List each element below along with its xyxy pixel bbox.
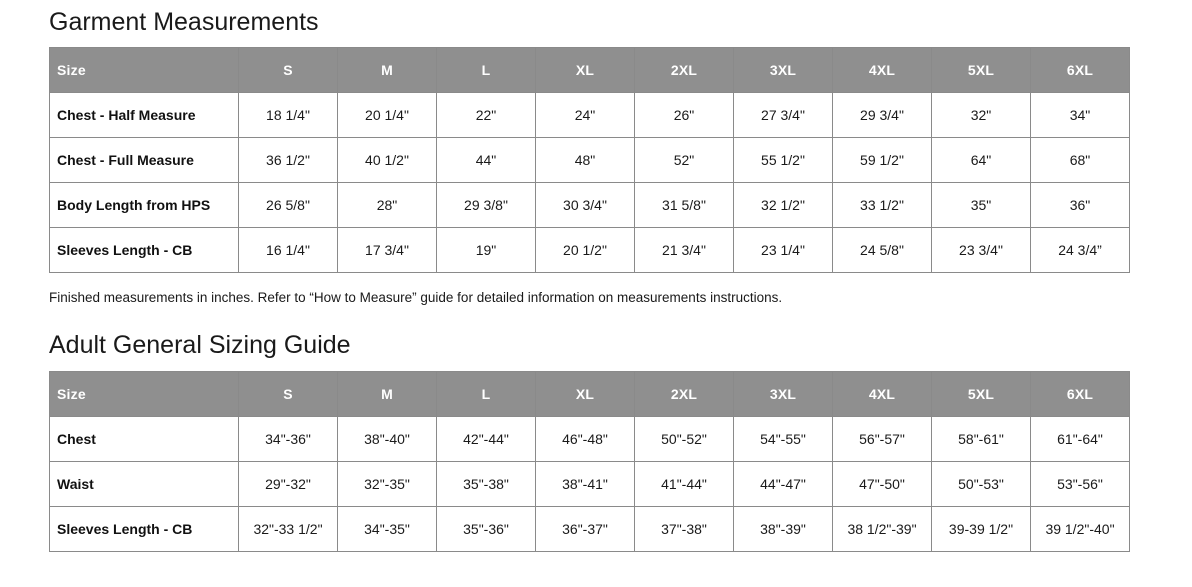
table-cell: 41"-44" (635, 462, 734, 507)
table-cell: 28" (338, 183, 437, 228)
header-size-3xl: 3XL (734, 372, 833, 417)
table-cell: 31 5/8" (635, 183, 734, 228)
table-cell: 24 3/4” (1031, 228, 1130, 273)
header-size-5xl: 5XL (932, 48, 1031, 93)
header-size-2xl: 2XL (635, 48, 734, 93)
header-size-5xl: 5XL (932, 372, 1031, 417)
header-size-m: M (338, 48, 437, 93)
table-cell: 26" (635, 93, 734, 138)
table-cell: 39-39 1/2" (932, 507, 1031, 552)
table-cell: 44" (437, 138, 536, 183)
table-header-row (50, 48, 1130, 93)
table-cell: 32 1/2" (734, 183, 833, 228)
table-row (50, 138, 1130, 183)
table-cell: 16 1/4" (239, 228, 338, 273)
table-cell: 32"-35" (338, 462, 437, 507)
table-header-row (50, 372, 1130, 417)
table-cell: 34"-36" (239, 417, 338, 462)
table-cell: 38"-40" (338, 417, 437, 462)
header-size-l: L (437, 372, 536, 417)
table-cell: 48" (536, 138, 635, 183)
header-size-6xl: 6XL (1031, 372, 1130, 417)
table-cell: 19" (437, 228, 536, 273)
header-size-label: Size (50, 372, 239, 417)
table-row (50, 93, 1130, 138)
measurements-note: Finished measurements in inches. Refer to “How to Measure” guide for detailed information on measurements instructions. (49, 290, 783, 305)
table-cell: 36 1/2" (239, 138, 338, 183)
table-cell: 35"-36" (437, 507, 536, 552)
table-row (50, 462, 1130, 507)
table-cell: 30 3/4" (536, 183, 635, 228)
row-label: Chest (50, 417, 239, 462)
header-size-label: Size (50, 48, 239, 93)
table-cell: 18 1/4" (239, 93, 338, 138)
table-row (50, 417, 1130, 462)
table-cell: 38"-39" (734, 507, 833, 552)
table-cell: 33 1/2" (833, 183, 932, 228)
table-cell: 26 5/8" (239, 183, 338, 228)
table-cell: 32"-33 1/2" (239, 507, 338, 552)
row-label: Waist (50, 462, 239, 507)
adult-sizing-guide-table (49, 371, 1130, 552)
header-size-s: S (239, 48, 338, 93)
table-cell: 39 1/2"-40" (1031, 507, 1130, 552)
header-size-3xl: 3XL (734, 48, 833, 93)
row-label: Sleeves Length - CB (50, 228, 239, 273)
table-cell: 36"-37" (536, 507, 635, 552)
garment-measurements-title: Garment Measurements (49, 8, 319, 36)
table-cell: 58"-61" (932, 417, 1031, 462)
table-cell: 59 1/2" (833, 138, 932, 183)
header-size-l: L (437, 48, 536, 93)
table-cell: 17 3/4" (338, 228, 437, 273)
table-cell: 56"-57" (833, 417, 932, 462)
garment-measurements-table (49, 47, 1130, 273)
table-cell: 34"-35" (338, 507, 437, 552)
table-cell: 20 1/4" (338, 93, 437, 138)
table-cell: 35" (932, 183, 1031, 228)
table-cell: 61"-64" (1031, 417, 1130, 462)
table-cell: 55 1/2" (734, 138, 833, 183)
table-cell: 34" (1031, 93, 1130, 138)
header-size-m: M (338, 372, 437, 417)
table-cell: 53"-56" (1031, 462, 1130, 507)
table-cell: 64" (932, 138, 1031, 183)
table-cell: 29 3/8" (437, 183, 536, 228)
table-cell: 24" (536, 93, 635, 138)
table-cell: 21 3/4" (635, 228, 734, 273)
table-row (50, 228, 1130, 273)
table-cell: 22" (437, 93, 536, 138)
table-cell: 54"-55" (734, 417, 833, 462)
table-cell: 44"-47" (734, 462, 833, 507)
table-cell: 38"-41" (536, 462, 635, 507)
row-label: Chest - Full Measure (50, 138, 239, 183)
table-cell: 37"-38" (635, 507, 734, 552)
table-cell: 29"-32" (239, 462, 338, 507)
header-size-xl: XL (536, 48, 635, 93)
header-size-4xl: 4XL (833, 372, 932, 417)
table-cell: 46"-48" (536, 417, 635, 462)
table-cell: 32" (932, 93, 1031, 138)
table-cell: 29 3/4" (833, 93, 932, 138)
table-row (50, 507, 1130, 552)
header-size-2xl: 2XL (635, 372, 734, 417)
table-cell: 27 3/4" (734, 93, 833, 138)
table-cell: 68" (1031, 138, 1130, 183)
table-cell: 50"-52" (635, 417, 734, 462)
table-cell: 23 1/4" (734, 228, 833, 273)
table-cell: 36" (1031, 183, 1130, 228)
table-cell: 24 5/8" (833, 228, 932, 273)
adult-sizing-guide-title: Adult General Sizing Guide (49, 331, 351, 359)
row-label: Sleeves Length - CB (50, 507, 239, 552)
table-cell: 40 1/2" (338, 138, 437, 183)
header-size-4xl: 4XL (833, 48, 932, 93)
table-cell: 52" (635, 138, 734, 183)
row-label: Chest - Half Measure (50, 93, 239, 138)
table-cell: 38 1/2"-39" (833, 507, 932, 552)
header-size-6xl: 6XL (1031, 48, 1130, 93)
table-cell: 35"-38" (437, 462, 536, 507)
table-cell: 20 1/2" (536, 228, 635, 273)
table-cell: 23 3/4" (932, 228, 1031, 273)
table-cell: 50"-53" (932, 462, 1031, 507)
table-cell: 47"-50" (833, 462, 932, 507)
header-size-s: S (239, 372, 338, 417)
header-size-xl: XL (536, 372, 635, 417)
row-label: Body Length from HPS (50, 183, 239, 228)
table-row (50, 183, 1130, 228)
table-cell: 42"-44" (437, 417, 536, 462)
